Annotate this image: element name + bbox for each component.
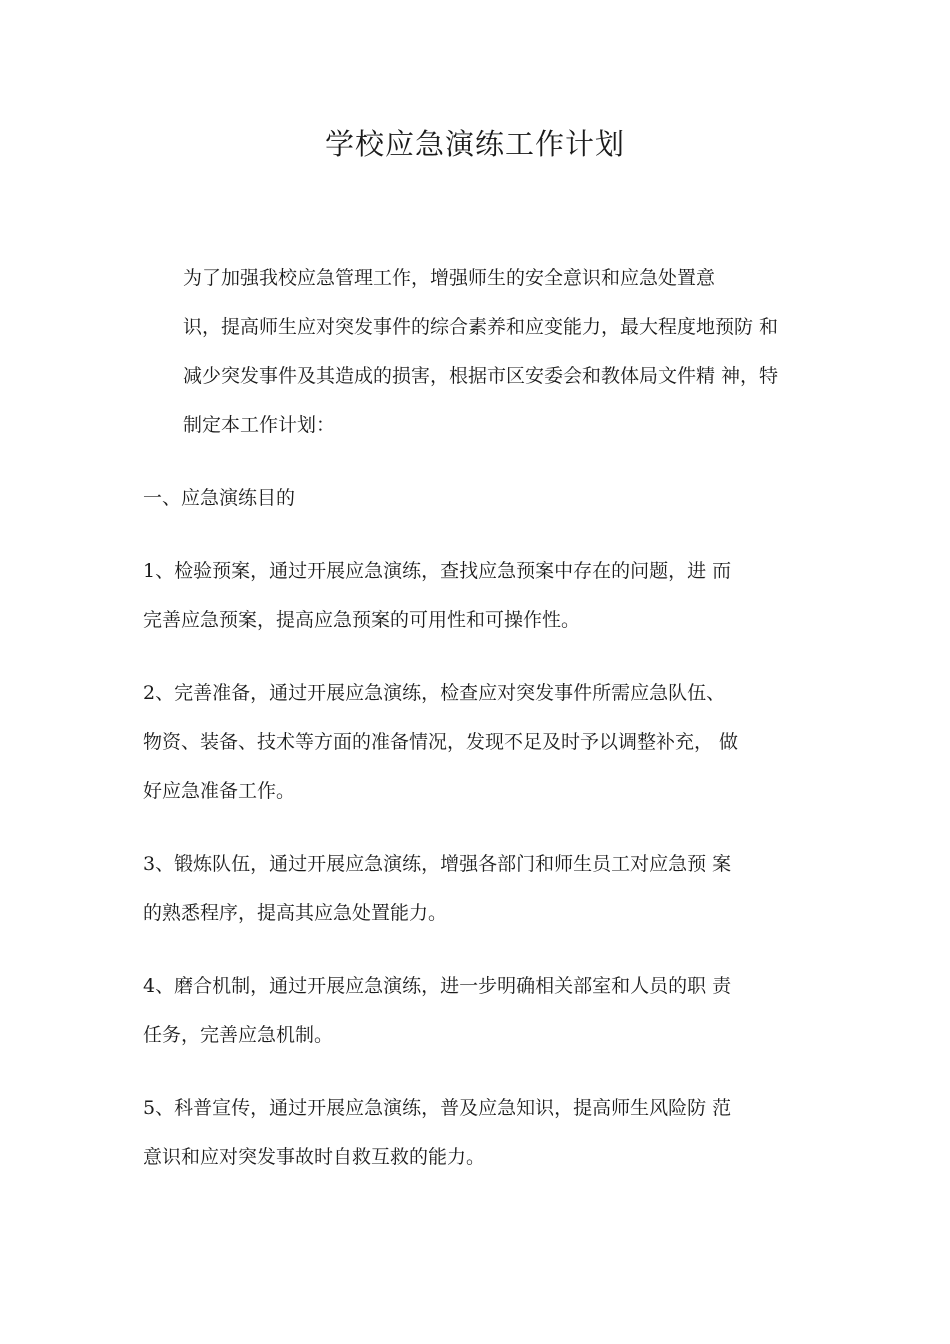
list-item xyxy=(143,547,823,645)
intro-line: 制定本工作计划： xyxy=(183,414,336,436)
intro-line: 减少突发事件及其造成的损害，根据市区安委会和教体局文件精 神，特 xyxy=(183,365,779,387)
list-item-line: 好应急准备工作。 xyxy=(143,780,296,802)
list-item-line: 物资、装备、技术等方面的准备情况，发现不足及时予以调整补充， 做 xyxy=(143,731,739,753)
list-item-line: 3、锻炼队伍，通过开展应急演练，增强各部门和师生员工对应急预 案 xyxy=(143,853,732,875)
list-item-line: 意识和应对突发事故时自救互救的能力。 xyxy=(143,1146,486,1168)
list-item-line: 4、磨合机制，通过开展应急演练，进一步明确相关部室和人员的职 责 xyxy=(143,975,732,997)
intro-line: 为了加强我校应急管理工作，增强师生的安全意识和应急处置意 xyxy=(183,267,716,289)
intro-paragraph xyxy=(143,254,823,450)
list-item-line: 5、科普宣传，通过开展应急演练，普及应急知识，提高师生风险防 范 xyxy=(143,1097,732,1119)
list-item-line: 的熟悉程序，提高其应急处置能力。 xyxy=(143,902,448,924)
list-item xyxy=(143,840,823,938)
section-heading-text: 一、应急演练目的 xyxy=(143,487,296,509)
list-item-line: 完善应急预案，提高应急预案的可用性和可操作性。 xyxy=(143,609,581,631)
document-title: 学校应急演练工作计划 xyxy=(324,127,625,161)
list-item xyxy=(143,1084,823,1182)
list-item xyxy=(143,669,823,816)
section-heading xyxy=(143,474,823,523)
document-body xyxy=(143,254,823,1206)
list-item-line: 任务，完善应急机制。 xyxy=(143,1024,334,1046)
list-item-line: 1、检验预案，通过开展应急演练，查找应急预案中存在的问题，进 而 xyxy=(143,560,732,582)
intro-line: 识，提高师生应对突发事件的综合素养和应变能力，最大程度地预防 和 xyxy=(183,316,779,338)
list-item xyxy=(143,962,823,1060)
list-item-line: 2、完善准备，通过开展应急演练，检查应对突发事件所需应急队伍、 xyxy=(143,682,726,704)
